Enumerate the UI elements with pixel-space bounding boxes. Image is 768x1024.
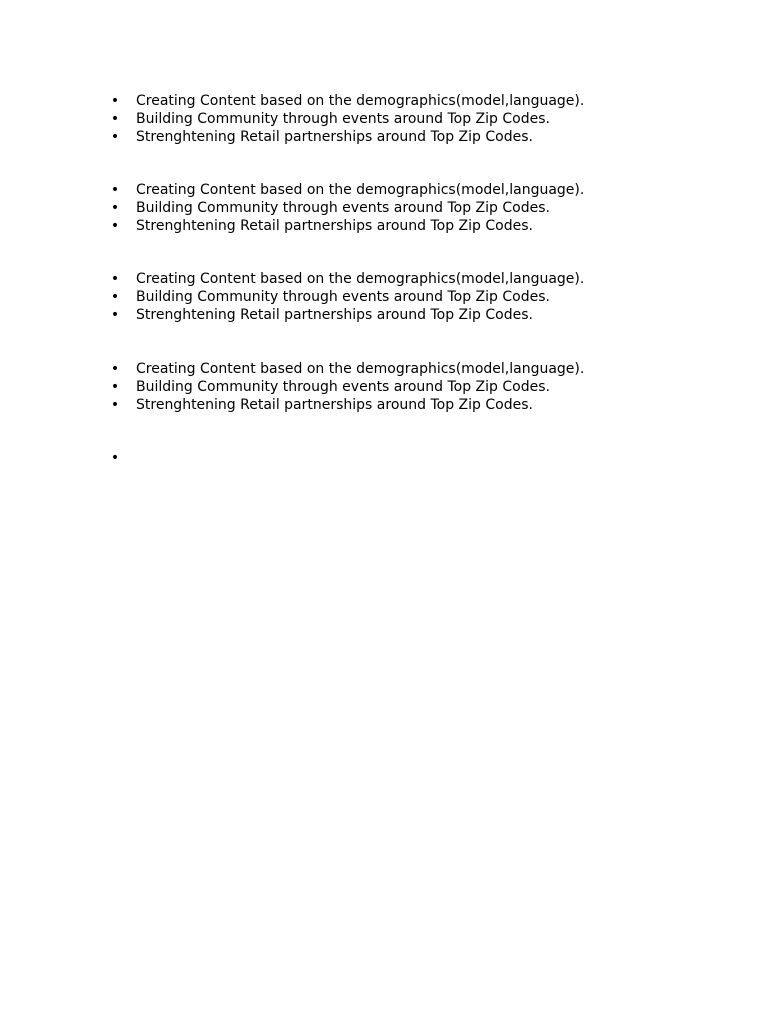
bullet-icon: • [110,182,120,198]
list-item-text: Building Community through events around Top Zip Codes. [136,289,550,305]
list-item-text: Creating Content based on the demographics(model,language). [136,182,585,198]
list-item-text: Strenghtening Retail partnerships around Top Zip Codes. [136,218,533,234]
bullet-icon: • [110,397,120,413]
bullet-icon: • [110,289,120,305]
list-item-text: Building Community through events around Top Zip Codes. [136,111,550,127]
list-item-text: Creating Content based on the demographics(model,language). [136,93,585,109]
list-item-text: Building Community through events around Top Zip Codes. [136,379,550,395]
bullet-icon: • [110,218,120,234]
list-item-text: Creating Content based on the demographics(model,language). [136,361,585,377]
bullet-icon: • [110,450,120,466]
bullet-icon: • [110,379,120,395]
bullet-icon: • [110,93,120,109]
list-item-text: Strenghtening Retail partnerships around Top Zip Codes. [136,397,533,413]
bullet-icon: • [110,361,120,377]
list-item-text: Building Community through events around Top Zip Codes. [136,200,550,216]
bullet-icon: • [110,307,120,323]
bullet-icon: • [110,129,120,145]
list-item-text: Strenghtening Retail partnerships around Top Zip Codes. [136,307,533,323]
bullet-icon: • [110,111,120,127]
bullet-icon: • [110,271,120,287]
list-item-text: Creating Content based on the demographics(model,language). [136,271,585,287]
list-item-text: Strenghtening Retail partnerships around Top Zip Codes. [136,129,533,145]
bullet-icon: • [110,200,120,216]
